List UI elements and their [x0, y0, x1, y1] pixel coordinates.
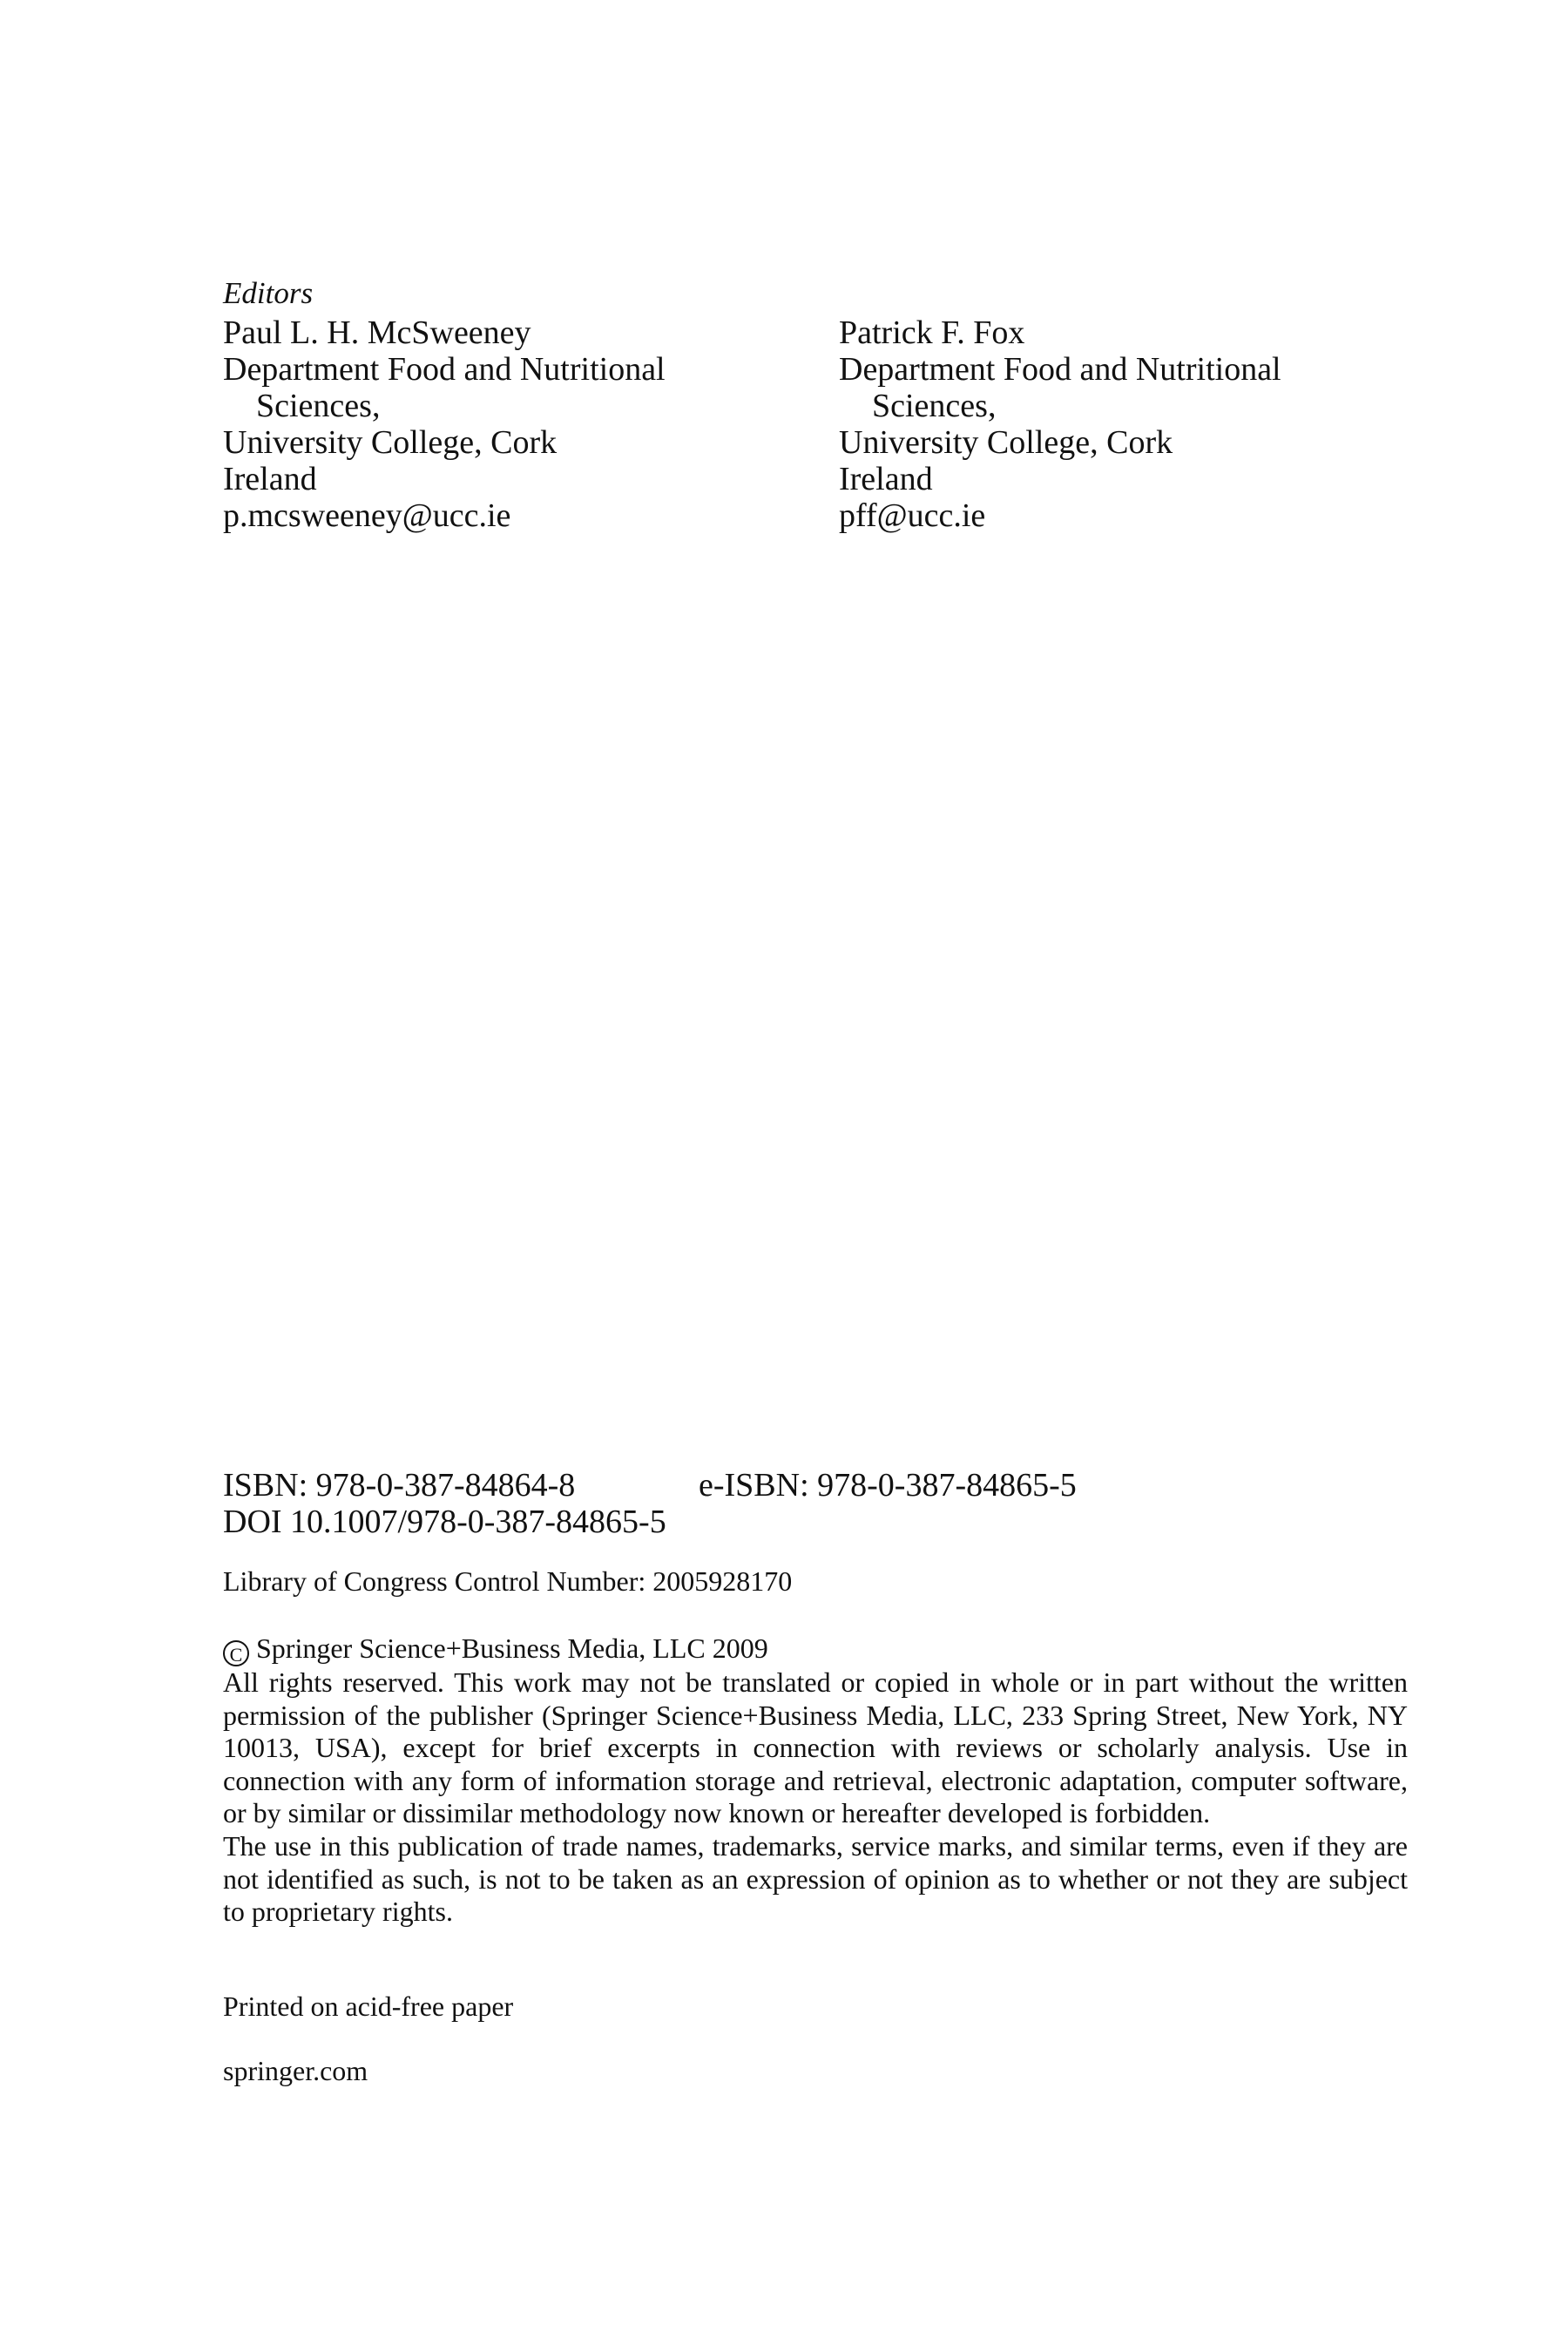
- copyright-icon: C: [223, 1640, 249, 1666]
- editor-department: Department Food and Nutritional: [839, 351, 1281, 388]
- printed-note: Printed on acid-free paper: [223, 1990, 514, 2022]
- editor-institution: University College, Cork: [839, 424, 1173, 461]
- editor-block-left: [223, 314, 781, 534]
- editor-email: p.mcsweeney@ucc.ie: [223, 497, 511, 534]
- editor-country: Ireland: [839, 461, 933, 497]
- eisbn: e-ISBN: 978-0-387-84865-5: [699, 1467, 1077, 1504]
- editor-email: pff@ucc.ie: [839, 497, 986, 534]
- isbn: ISBN: 978-0-387-84864-8: [223, 1467, 576, 1504]
- editor-name: Paul L. H. McSweeney: [223, 314, 531, 351]
- editors-heading: Editors: [223, 276, 314, 310]
- copyright-block: [223, 1632, 1408, 1929]
- editor-name: Patrick F. Fox: [839, 314, 1025, 351]
- copyright-holder: Springer Science+Business Media, LLC 2009: [256, 1632, 768, 1664]
- doi: DOI 10.1007/978-0-387-84865-5: [223, 1504, 666, 1540]
- loc-control-number: Library of Congress Control Number: 2005928170: [223, 1565, 793, 1597]
- doi-row: [223, 1504, 1443, 1540]
- editor-block-right: [839, 314, 1396, 534]
- isbn-block: [223, 1467, 1443, 1540]
- editor-institution: University College, Cork: [223, 424, 558, 461]
- editor-department-cont: Sciences,: [256, 388, 381, 424]
- editor-department: Department Food and Nutritional: [223, 351, 666, 388]
- isbn-row: [223, 1467, 1443, 1504]
- editor-department-cont: Sciences,: [872, 388, 997, 424]
- copyright-line: [223, 1632, 1408, 1666]
- website-link[interactable]: springer.com: [223, 2055, 368, 2086]
- editor-country: Ireland: [223, 461, 317, 497]
- trademark-paragraph: The use in this publication of trade names, trademarks, service marks, and similar terms, even if they are not identified as such, is not to be taken as an expression of opinion as to whether or not they are subject to proprietary rights.: [223, 1829, 1408, 1928]
- rights-paragraph: All rights reserved. This work may not be translated or copied in whole or in part without the written permission of the publisher (Springer Science+Business Media, LLC, 233 Spring Street, New York, NY 10013, USA), except for brief excerpts in connection with reviews or scholarly analysis. Use in connection with any form of information storage and retrieval, electronic adaptation, computer software, or by similar or dissimilar methodology now known or hereafter developed is forbidden.: [223, 1666, 1408, 1829]
